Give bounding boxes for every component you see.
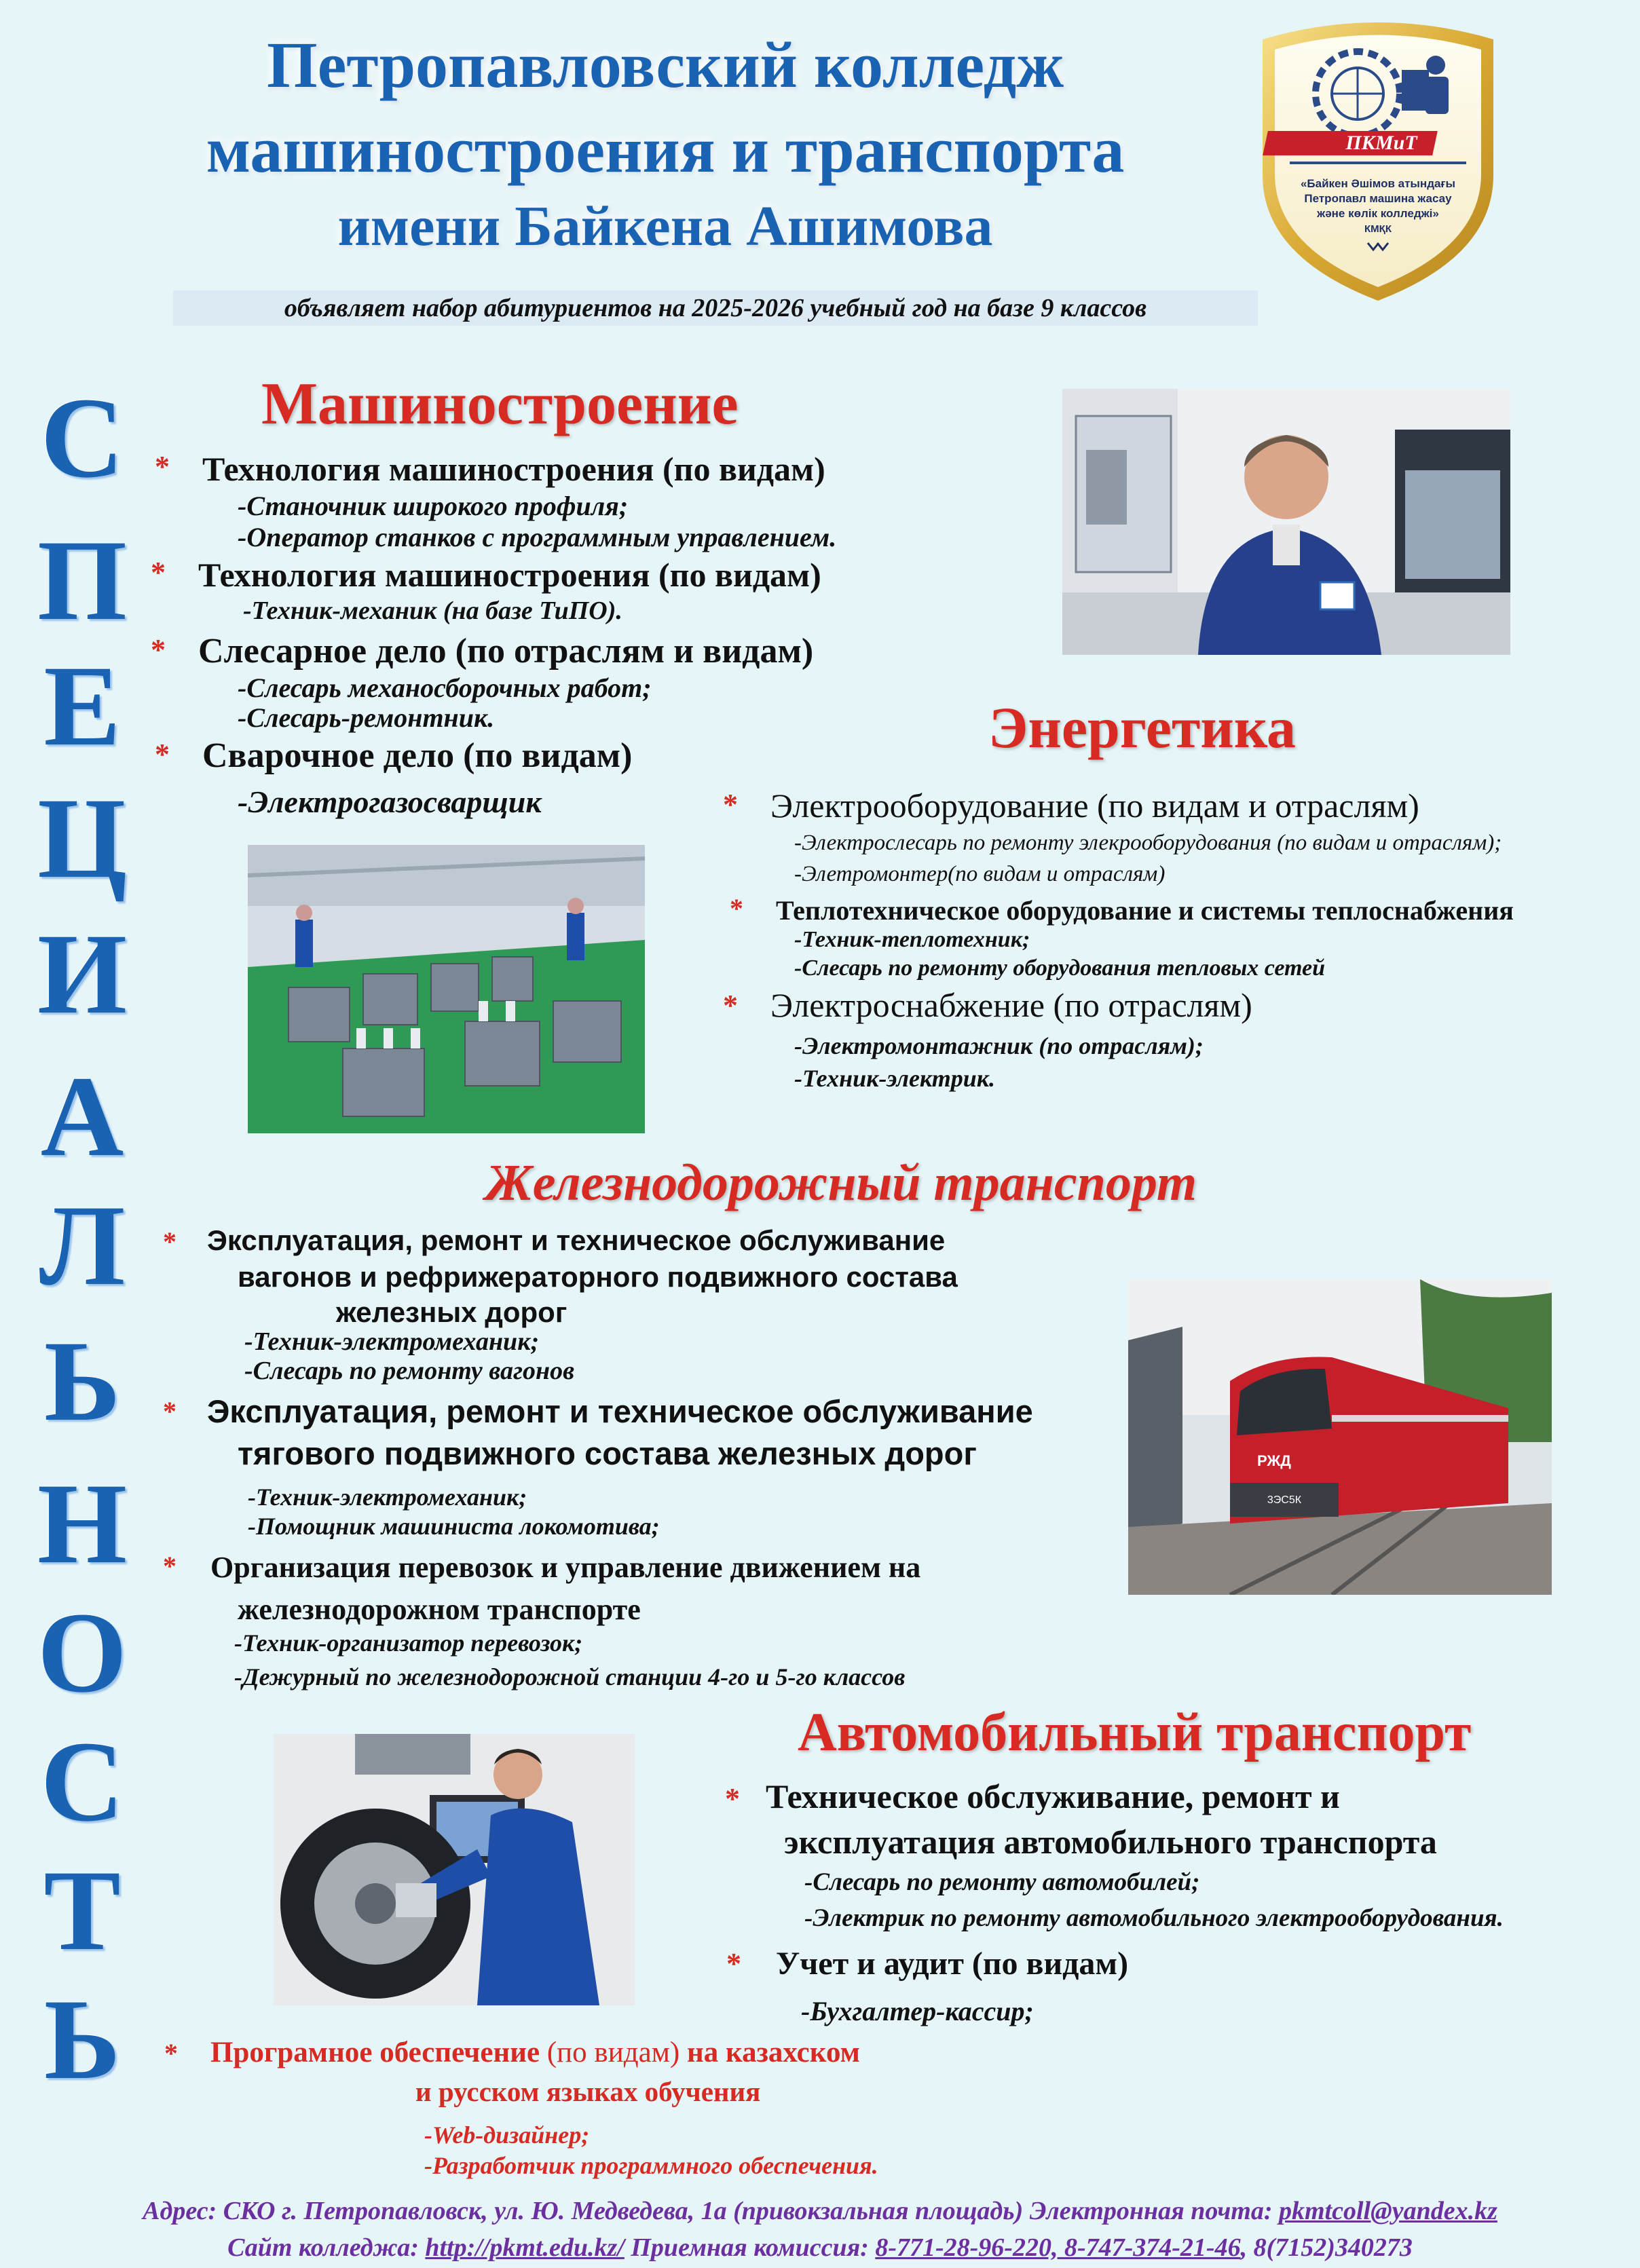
qualification: -Электрогазосварщик	[238, 785, 542, 819]
email-link[interactable]: pkmtcoll@yandex.kz	[1279, 2197, 1497, 2225]
qualification: -Техник-теплотехник;	[794, 927, 1030, 952]
college-title-line-3: имени Байкена Ашимова	[337, 195, 993, 258]
qualification: -Оператор станков с программным управлением.	[238, 522, 837, 552]
college-title-line-1: Петропавловский колледж	[267, 29, 1064, 101]
photo-transformer-workshop	[248, 845, 645, 1133]
qualification: -Слесарь-ремонтник.	[238, 702, 495, 733]
site-label: Сайт колледжа:	[227, 2233, 426, 2262]
qualification: -Техник-электромеханик;	[244, 1327, 540, 1356]
qualification: -Разработчик программного обеспечения.	[424, 2152, 878, 2179]
specialty-title-software-line2: и русском языках обучения	[415, 2076, 761, 2107]
website-link[interactable]: http://pkmt.edu.kz/	[425, 2233, 625, 2262]
bullet-star: *	[725, 1782, 740, 1815]
section-heading-mech: Машиностроение	[261, 371, 739, 437]
qualification: -Электрик по ремонту автомобильного электрооборудования.	[804, 1904, 1504, 1932]
bullet-star: *	[164, 2038, 178, 2068]
qualification: -Техник-электрик.	[794, 1065, 995, 1092]
specialty-title: тягового подвижного состава железных дорог	[238, 1435, 977, 1471]
photo-locomotive	[1128, 1279, 1552, 1595]
qualification: -Дежурный по железнодорожной станции 4-го и 5-го классов	[234, 1663, 906, 1690]
bullet-star: *	[163, 1551, 176, 1581]
section-heading-energy: Энергетика	[988, 695, 1297, 760]
bullet-star: *	[155, 450, 170, 483]
section-heading-rail: Железнодорожный транспорт	[485, 1154, 1197, 1211]
software-title-c: на казахском	[679, 2037, 860, 2068]
specialty-title: железных дорог	[336, 1296, 567, 1328]
college-title-line-2: машиностроения и транспорта	[206, 113, 1125, 186]
phones-label: Приемная комиссия:	[624, 2233, 876, 2262]
qualification: -Техник-механик (на базе ТиПО).	[243, 597, 622, 625]
vertical-letter: Е	[43, 642, 121, 770]
college-logo	[1242, 12, 1514, 305]
admission-announcement: объявляет набор абитуриентов на 2025-2026 учебный год на базе 9 классов	[173, 290, 1258, 326]
software-title-b: (по видам)	[546, 2037, 680, 2068]
specialty-title: Техническое обслуживание, ремонт и	[766, 1777, 1340, 1815]
bullet-star: *	[723, 788, 738, 821]
phone-3: , 8(7152)340273	[1240, 2233, 1413, 2262]
bullet-star: *	[151, 556, 166, 589]
specialty-title: Электрооборудование (по видам и отраслям)	[770, 787, 1419, 825]
qualification: -Электрослесарь по ремонту элекрооборудования (по видам и отраслям);	[794, 831, 1502, 855]
qualification: -Техник-электромеханик;	[248, 1483, 527, 1511]
specialty-title: Учет и аудит (по видам)	[776, 1946, 1129, 1982]
bullet-star: *	[730, 893, 743, 924]
specialty-title: Сварочное дело (по видам)	[202, 736, 633, 775]
specialty-title: эксплуатация автомобильного транспорта	[784, 1823, 1437, 1861]
section-heading-auto: Автомобильный транспорт	[798, 1703, 1472, 1762]
specialty-title: Организация перевозок и управление движением на	[210, 1551, 921, 1584]
vertical-letter: Т	[43, 1847, 121, 1974]
qualification: -Слесарь по ремонту вагонов	[244, 1357, 575, 1385]
specialty-title-software	[210, 2036, 860, 2069]
qualification: -Станочник широкого профиля;	[238, 491, 629, 521]
logo-text-2: Петропавл машина жасау	[1304, 192, 1452, 205]
specialty-title: Технология машиностроения (по видам)	[198, 556, 821, 594]
specialty-title: Слесарное дело (по отраслям и видам)	[198, 632, 814, 670]
qualification: -Слесарь по ремонту автомобилей;	[804, 1868, 1200, 1896]
photo-machinist	[1062, 389, 1510, 655]
specialty-title: Электроснабжение (по отраслям)	[770, 986, 1252, 1024]
qualification: -Web-дизайнер;	[424, 2121, 590, 2149]
footer-address: Адрес: СКО г. Петропавловск, ул. Ю. Медведева, 1а (привокзальная площадь) Электронная почта:	[143, 2197, 1279, 2225]
specialty-title: Технология машиностроения (по видам)	[202, 450, 825, 488]
vertical-letter: Л	[39, 1182, 126, 1309]
train-brand: РЖД	[1257, 1452, 1291, 1469]
bullet-star: *	[723, 989, 738, 1022]
bullet-star: *	[151, 633, 166, 666]
vertical-letter: С	[40, 374, 124, 502]
qualification: -Электромонтажник (по отраслям);	[794, 1032, 1204, 1059]
vertical-letter: Ц	[37, 774, 128, 902]
logo-text-4: КМҚК	[1364, 223, 1392, 235]
vertical-letter: О	[37, 1589, 128, 1716]
specialty-title: железнодорожном транспорте	[238, 1593, 641, 1626]
qualification: -Техник-организатор перевозок;	[234, 1629, 583, 1657]
bullet-star: *	[163, 1226, 176, 1257]
train-plate: 3ЭС5К	[1267, 1494, 1302, 1506]
specialty-title: Эксплуатация, ремонт и техническое обслуживание	[207, 1393, 1033, 1429]
logo-text-3: және көлік колледжі»	[1317, 207, 1439, 220]
footer-address-line	[0, 2196, 1640, 2226]
phones-link[interactable]: 8-771-28-96-220, 8-747-374-21-46	[875, 2233, 1241, 2262]
photo-auto-mechanic	[274, 1734, 635, 2005]
vertical-letter: Ь	[43, 1317, 121, 1445]
specialty-title: Теплотехническое оборудование и системы теплоснабжения	[776, 895, 1514, 926]
vertical-letter: П	[37, 516, 128, 644]
software-title-a: Програмное обеспечение	[210, 2037, 547, 2068]
qualification: -Слесарь механосборочных работ;	[238, 673, 652, 703]
qualification: -Слесарь по ремонту оборудования тепловых сетей	[794, 956, 1326, 981]
vertical-letter: А	[40, 1053, 124, 1180]
vertical-letter: Н	[37, 1460, 128, 1587]
logo-abbreviation: ПКМиТ	[1345, 132, 1417, 154]
vertical-letter: С	[40, 1718, 124, 1845]
bullet-star: *	[163, 1396, 176, 1426]
logo-text-1: «Байкен Әшімов атындағы	[1300, 177, 1456, 190]
specialty-title: Эксплуатация, ремонт и техническое обслуживание	[207, 1224, 946, 1256]
bullet-star: *	[155, 738, 170, 771]
footer-contacts-line	[0, 2233, 1640, 2263]
bullet-star: *	[726, 1947, 741, 1980]
qualification: -Элетромонтер(по видам и отраслям)	[794, 862, 1166, 886]
qualification: -Помощник машиниста локомотива;	[248, 1513, 660, 1540]
qualification: -Бухгалтер-кассир;	[801, 1996, 1034, 2026]
specialty-title: вагонов и рефрижераторного подвижного состава	[238, 1261, 958, 1293]
vertical-letter: И	[37, 910, 128, 1038]
vertical-letter: Ь	[43, 1976, 121, 2103]
